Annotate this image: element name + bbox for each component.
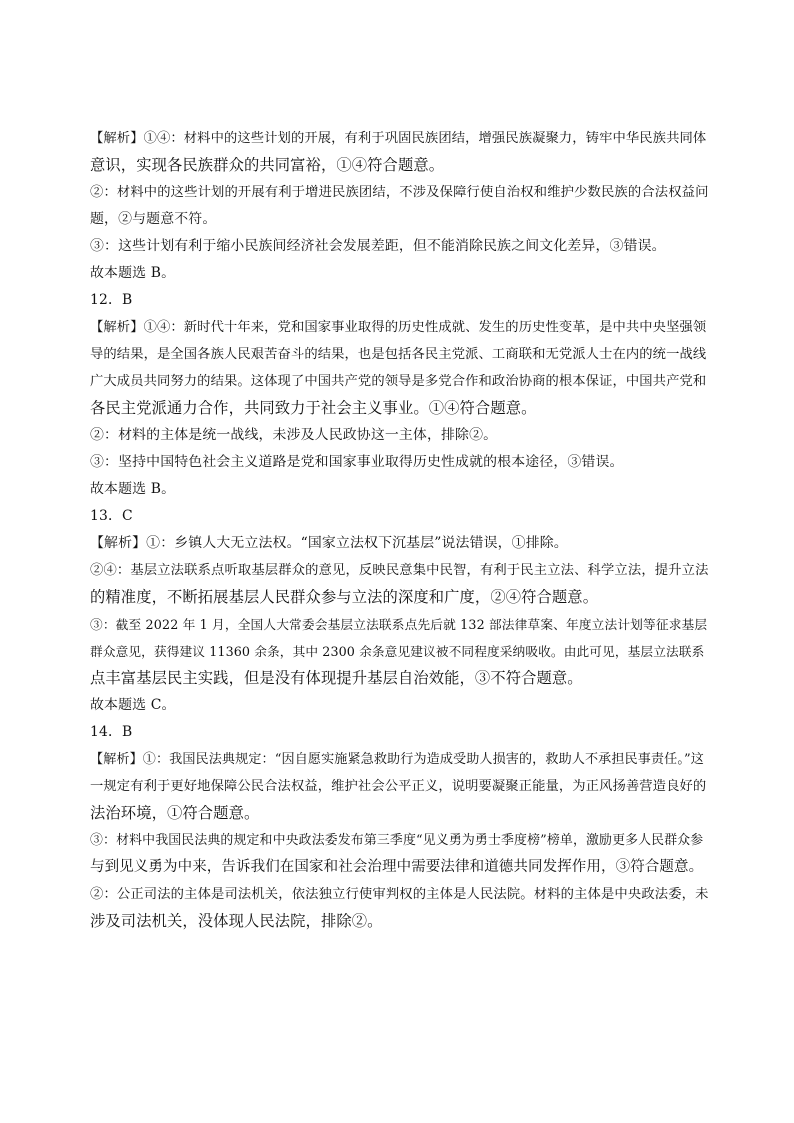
document-body xyxy=(90,125,710,935)
text-line: 的精准度，不断拓展基层人民群众参与立法的深度和广度，②④符合题意。 xyxy=(90,588,599,606)
text-line: 广大成员共同努力的结果。这体现了中国共产党的领导是多党合作和政治协商的根本保证，中国共产党和 xyxy=(90,374,707,389)
answer-line: 故本题选 C。 xyxy=(90,697,176,713)
text-line: 【解析】①④：新时代十年来，党和国家事业取得的历史性成就、发生的历史性变革，是中共中央坚强领 xyxy=(90,320,707,335)
question-number: 12．B xyxy=(90,292,133,308)
text-line: 点丰富基层民主实践，但是没有体现提升基层自治效能，③不符合题意。 xyxy=(90,669,583,687)
text-line: 【解析】①：乡镇人大无立法权。“国家立法权下沉基层”说法错误，①排除。 xyxy=(90,535,568,551)
text-line: ②：材料的主体是统一战线，未涉及人民政协这一主体，排除②。 xyxy=(90,427,498,443)
text-line: ③：这些计划有利于缩小民族间经济社会发展差距，但不能消除民族之间文化差异，③错误。 xyxy=(90,238,666,254)
text-line: ③：截至 2022 年 1 月，全国人大常委会基层立法联系点先后就 132 部法律草案、年度立法计划等征求基层 xyxy=(90,617,708,632)
text-line: 涉及司法机关，没体现人民法院，排除②。 xyxy=(90,912,383,930)
text-line: 各民主党派通力合作，共同致力于社会主义事业。①④符合题意。 xyxy=(90,399,537,417)
text-line: ②④：基层立法联系点听取基层群众的意见，反映民意集中民智，有利于民主立法、科学立法，提升立法 xyxy=(90,563,709,578)
text-line: 法治环境，①符合题意。 xyxy=(90,804,260,822)
text-line: ②：材料中的这些计划的开展有利于增进民族团结，不涉及保障行使自治权和维护少数民族的合法权益问 xyxy=(90,185,709,200)
text-line: ③：材料中我国民法典的规定和中央政法委发布第三季度“见义勇为勇士季度榜”榜单，激励更多人民群众参 xyxy=(90,833,704,848)
text-line: ②：公正司法的主体是司法机关，依法独立行使审判权的主体是人民法院。材料的主体是中央政法委，未 xyxy=(90,887,709,902)
text-line: 群众意见，获得建议 11360 余条，其中 2300 余条意见建议被不同程度采纳吸收。由此可见，基层立法联系 xyxy=(90,644,705,659)
answer-line: 故本题选 B。 xyxy=(90,265,176,281)
text-line: 【解析】①④：材料中的这些计划的开展，有利于巩固民族团结，增强民族凝聚力，铸牢中华民族共同体 xyxy=(90,131,707,146)
text-line: 题，②与题意不符。 xyxy=(90,211,217,227)
text-line: 导的结果，是全国各族人民艰苦奋斗的结果，也是包括各民主党派、工商联和无党派人士在内的统一战线 xyxy=(90,347,707,362)
question-number: 14．B xyxy=(90,724,133,740)
text-line: ③：坚持中国特色社会主义道路是党和国家事业取得历史性成就的根本途径，③错误。 xyxy=(90,454,624,470)
question-number: 13．C xyxy=(90,508,133,524)
text-line: 意识，实现各民族群众的共同富裕，①④符合题意。 xyxy=(90,156,445,174)
text-line: 一规定有利于更好地保障公民合法权益，维护社会公平正义，说明要凝聚正能量，为正风扬善营造良好的 xyxy=(90,779,707,794)
text-line: 与到见义勇为中来，告诉我们在国家和社会治理中需要法律和道德共同发挥作用，③符合题意。 xyxy=(90,859,704,875)
answer-line: 故本题选 B。 xyxy=(90,481,176,497)
text-line: 【解析】①：我国民法典规定：“因自愿实施紧急救助行为造成受助人损害的，救助人不承担民事责任。”这 xyxy=(90,752,704,767)
